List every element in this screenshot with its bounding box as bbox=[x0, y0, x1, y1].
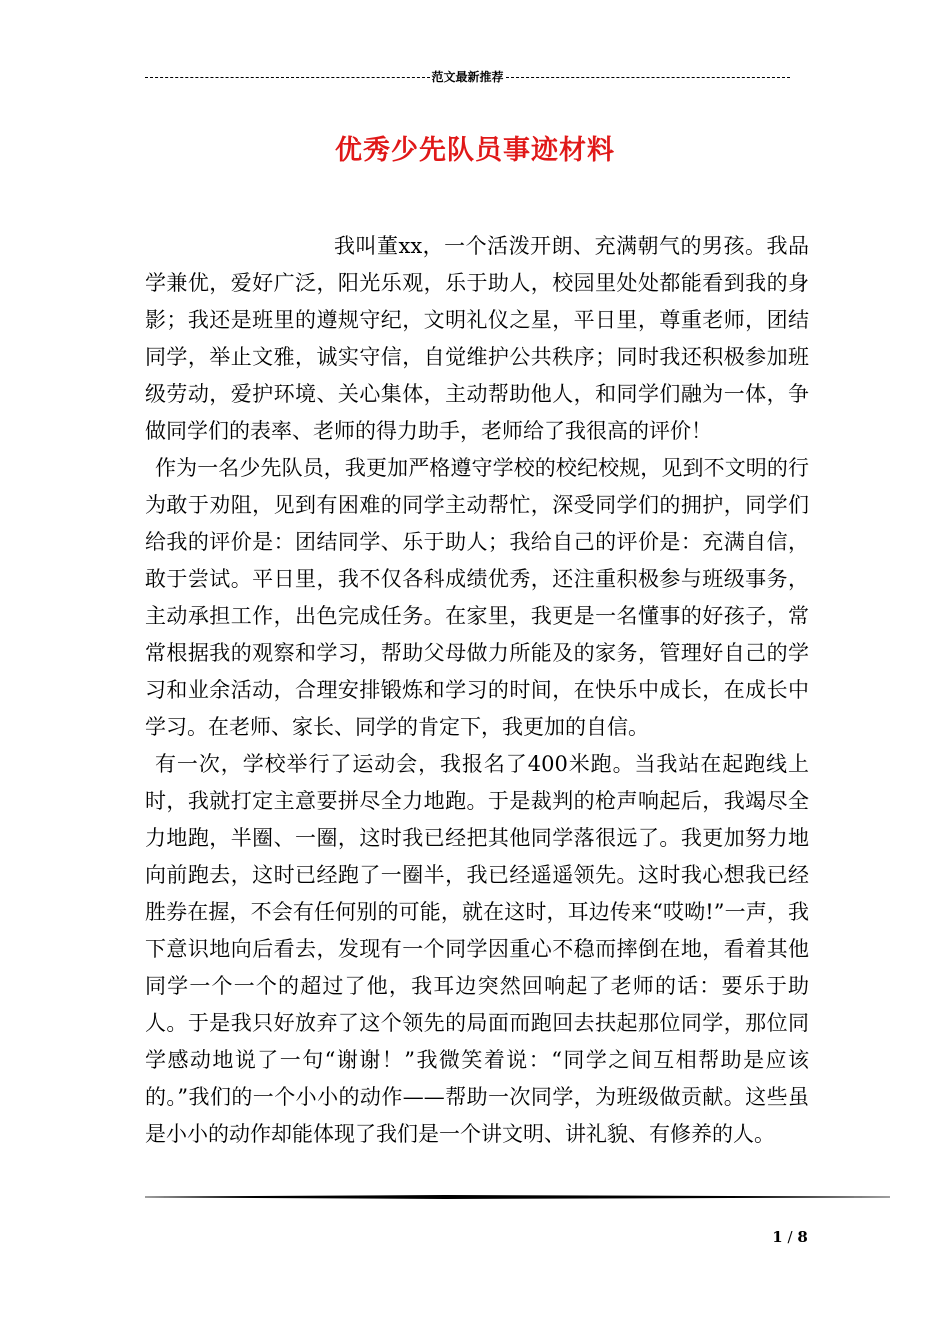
footer-rule bbox=[145, 1195, 890, 1199]
total-pages: 8 bbox=[797, 1228, 808, 1246]
header-dashes-right bbox=[506, 77, 790, 78]
page-separator: / bbox=[787, 1228, 793, 1246]
page-number bbox=[760, 1228, 820, 1246]
page-header bbox=[145, 66, 790, 86]
document-title: 优秀少先队员事迹材料 bbox=[335, 135, 615, 166]
header-dashes-left bbox=[145, 77, 430, 78]
document-body bbox=[145, 228, 809, 1153]
paragraph-2: 作为一名少先队员，我更加严格遵守学校的校纪校规，见到不文明的行为敢于劝阻，见到有困难的同学主动帮忙，深受同学们的拥护，同学们给我的评价是：团结同学、乐于助人；我给自己的评价是：充满自信，敢于尝试。平日里，我不仅各科成绩优秀，还注重积极参与班级事务，主动承担工作，出色完成任务。在家里，我更是一名懂事的好孩子，常常根据我的观察和学习，帮助父母做力所能及的家务，管理好自己的学习和业余活动，合理安排锻炼和学习的时间，在快乐中成长，在成长中学习。在老师、家长、同学的肯定下，我更加的自信。 bbox=[145, 456, 809, 739]
current-page: 1 bbox=[772, 1228, 783, 1246]
header-label: 范文最新推荐 bbox=[431, 69, 504, 84]
paragraph-3: 有一次，学校举行了运动会，我报名了400米跑。当我站在起跑线上时，我就打定主意要拼尽全力地跑。于是裁判的枪声响起后，我竭尽全力地跑，半圈、一圈，这时我已经把其他同学落很远了。我更加努力地向前跑去，这时已经跑了一圈半，我已经遥遥领先。这时我心想我已经胜券在握，不会有任何别的可能，就在这时，耳边传来“哎呦!”一声，我下意识地向后看去，发现有一个同学因重心不稳而摔倒在地，看着其他同学一个一个的超过了他，我耳边突然回响起了老师的话：要乐于助人。于是我只好放弃了这个领先的局面而跑回去扶起那位同学，那位同学感动地说了一句“谢谢！”我微笑着说：“同学之间互相帮助是应该的。”我们的一个小小的动作——帮助一次同学，为班级做贡献。这些虽是小小的动作却能体现了我们是一个讲文明、讲礼貌、有修养的人。 bbox=[145, 752, 809, 1146]
paragraph-1: 我叫董xx，一个活泼开朗、充满朝气的男孩。我品学兼优，爱好广泛，阳光乐观，乐于助人，校园里处处都能看到我的身影；我还是班里的遵规守纪，文明礼仪之星，平日里，尊重老师，团结同学，举止文雅，诚实守信，自觉维护公共秩序；同时我还积极参加班级劳动，爱护环境、关心集体，主动帮助他人，和同学们融为一体，争做同学们的表率、老师的得力助手，老师给了我很高的评价！ bbox=[145, 234, 809, 443]
